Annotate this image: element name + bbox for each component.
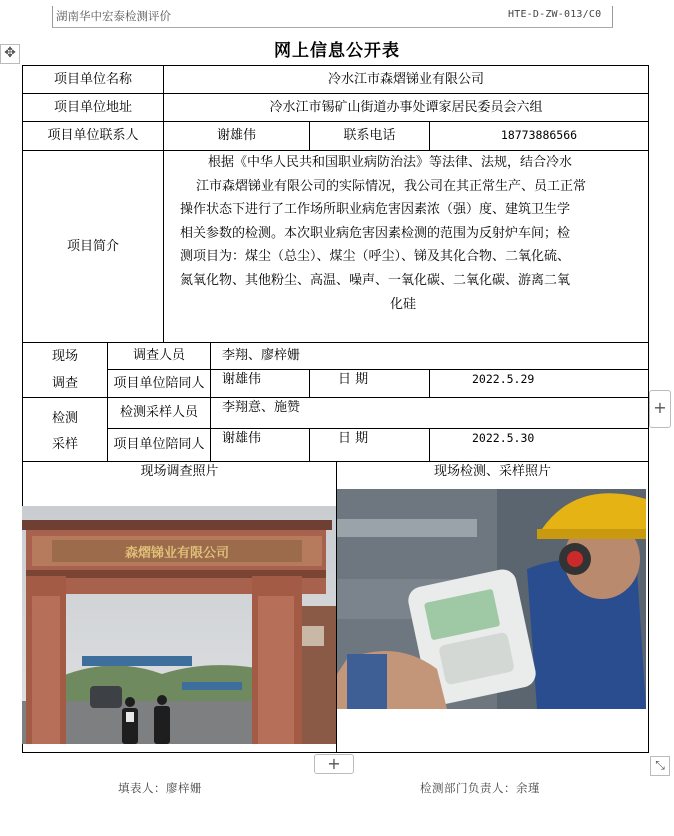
label-onsite-date: 日 期 (338, 372, 369, 388)
intro-line: 测项目为：煤尘（总尘）、煤尘（呼尘）、锑及其化合物、二氧化硫、 (180, 249, 571, 265)
header-org: 湖南华中宏泰检测评价 (56, 9, 171, 23)
intro-text[interactable] (166, 151, 646, 316)
label-intro: 项目简介 (66, 238, 119, 254)
label-sampler: 检测采样人员 (119, 405, 198, 421)
label-photo-detect: 现场检测、采样照片 (433, 464, 551, 480)
label-unit-address: 项目单位地址 (53, 99, 132, 115)
label-onsite-line2: 调查 (51, 375, 78, 391)
header-rule (52, 27, 613, 28)
label-phone: 联系电话 (343, 128, 396, 144)
page-title: 网上信息公开表 (274, 41, 400, 61)
value-onsite-investigators[interactable]: 李翔、廖梓姗 (222, 348, 301, 364)
label-detect-date: 日 期 (338, 431, 369, 447)
detect-sampling-photo[interactable] (337, 489, 646, 709)
value-detect-companion[interactable]: 谢雄伟 (222, 431, 262, 447)
value-contact-name[interactable]: 谢雄伟 (216, 128, 256, 144)
footer-dept-head: 检测部门负责人：余瑾 (420, 781, 540, 795)
add-column-button[interactable]: + (649, 390, 671, 428)
label-unit-name: 项目单位名称 (53, 71, 132, 87)
intro-line: 氮氧化物、其他粉尘、高温、噪声、一氧化碳、二氧化碳、游离二氧 (180, 272, 571, 288)
gate-photo-image (22, 506, 336, 744)
label-onsite-companion: 项目单位陪同人 (113, 375, 205, 391)
label-investigator: 调查人员 (132, 348, 185, 364)
intro-line: 操作状态下进行了工作场所职业病危害因素浓（强）度、建筑卫生学 (180, 202, 571, 218)
value-detect-date[interactable]: 2022.5.30 (472, 431, 535, 446)
detect-photo-image (337, 489, 646, 709)
value-onsite-date[interactable]: 2022.5.29 (472, 372, 535, 387)
intro-line: 化硅 (390, 296, 417, 312)
value-onsite-companion[interactable]: 谢雄伟 (222, 372, 262, 388)
intro-line: 根据《中华人民共和国职业病防治法》等法律、法规，结合冷水 (208, 155, 573, 170)
header-margin-mark-right (612, 6, 613, 28)
intro-line: 江市森熠锑业有限公司的实际情况，我公司在其正常生产、员工正常 (196, 178, 587, 194)
intro-line: 相关参数的检测。本次职业病危害因素检测的范围为反射炉车间；检 (180, 225, 571, 241)
label-detect-line2: 采样 (51, 437, 78, 453)
label-detect-line1: 检测 (51, 411, 78, 427)
value-detect-samplers[interactable]: 李翔意、施赞 (222, 400, 301, 416)
label-photo-onsite: 现场调查照片 (140, 464, 219, 480)
onsite-gate-photo[interactable] (22, 506, 336, 744)
value-unit-name[interactable]: 冷水江市森熠锑业有限公司 (327, 71, 484, 87)
label-detect-companion: 项目单位陪同人 (113, 437, 205, 453)
header-doc-code: HTE-D-ZW-013/C0 (508, 9, 602, 20)
header-margin-mark-left (52, 6, 53, 28)
label-onsite-line1: 现场 (51, 348, 78, 364)
label-unit-contact: 项目单位联系人 (47, 128, 139, 144)
value-unit-address[interactable]: 冷水江市锡矿山街道办事处谭家居民委员会六组 (269, 99, 543, 115)
gate-sign-text: 森熠锑业有限公司 (124, 546, 230, 561)
table-move-handle-icon[interactable]: ✥ (0, 44, 20, 64)
value-phone[interactable]: 18773886566 (500, 128, 578, 143)
add-row-button[interactable]: + (314, 754, 354, 774)
table-resize-handle-icon[interactable]: ⤡ (650, 756, 670, 776)
footer-filler: 填表人：廖梓姗 (118, 781, 202, 795)
